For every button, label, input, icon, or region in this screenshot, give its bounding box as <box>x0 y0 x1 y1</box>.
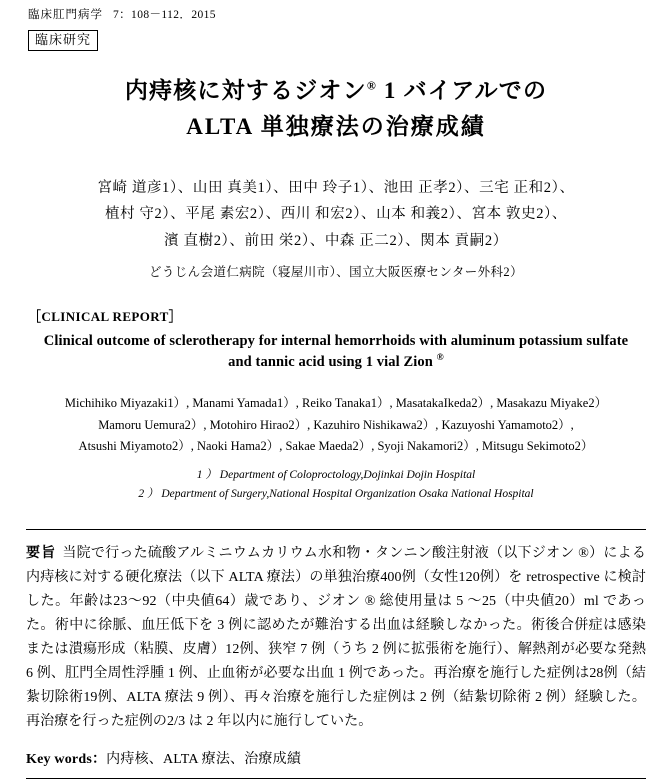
en-title-line2: and tannic acid using 1 vial Zion <box>228 354 437 371</box>
running-head <box>26 0 646 22</box>
english-affiliations <box>26 466 646 505</box>
en-affiliation-item: 2 ） Department of Surgery,National Hospital Organization Osaka National Hospital <box>138 488 534 501</box>
registered-mark: ® <box>436 353 444 364</box>
abstract-text: 当院で行った硫酸アルミニウムカリウム水和物・タンニン酸注射液（以下ジオン ®）による内痔核に対する硬化療法（以下 ALTA 療法）の単独治療400例（女性120例）を retrospective に検討した。年齢は23～92（中央値64）歳であり、ジオン ® 総使用量は 5 ～25（中央値20）ml であった。術中に徐脈、血圧低下を 3 例に認めたが難治する出血は経験しなかった。術後合併症は感染または潰瘍形成（粘膜、皮膚）12例、狭窄 7 例（うち 2 例に拡張術を施行）、解熱剤が必要な発熱 6 例、肛門全周性浮腫 1 例、止血術が必要な出血 1 例であった。再治療を施行した症例は28例（結紮切除術19例、ALTA 療法 9 例）、再々治療を施行した症例は 2 例（結紮切除術 2 例）経験した。再治療を行った症例の2/3 は 2 年以内に施行していた。 <box>26 545 647 730</box>
keywords-label: Key words： <box>26 752 107 768</box>
registered-mark: ® <box>366 78 377 93</box>
abstract-top-rule <box>26 529 646 530</box>
jp-title-line2: ALTA 単独療法の治療成績 <box>186 113 486 139</box>
keywords <box>26 748 646 768</box>
article-category-badge: 臨床研究 <box>28 30 98 51</box>
abstract-body <box>26 542 646 735</box>
japanese-title <box>26 73 646 144</box>
clinical-report-label: ［CLINICAL REPORT］ <box>28 309 183 325</box>
english-authors <box>26 393 646 458</box>
jp-author-line: 植村 守2）、平尾 素宏2）、西川 和宏2）、山本 和義2）、宮本 敦史2）、 <box>104 206 568 223</box>
keywords-value: 内痔核、ALTA 療法、治療成績 <box>106 752 302 768</box>
en-author-line: Michihiko Miyazaki1）, Manami Yamada1）, Reiko Tanaka1）, MasatakaIkeda2）, Masakazu Miyake2） <box>64 396 608 411</box>
jp-title-line1-b: 1 バイアルでの <box>376 78 548 104</box>
journal-citation: 7：108－112．2015 <box>113 9 216 21</box>
jp-author-line: 濱 直樹2）、前田 栄2）、中森 正二2）、関本 貢嗣2） <box>164 233 508 250</box>
en-author-line: Mamoru Uemura2）, Motohiro Hirao2）, Kazuhiro Nishikawa2）, Kazuyoshi Yamamoto2）, <box>98 417 574 432</box>
abstract-label: 要旨 <box>26 545 57 561</box>
en-title-line1: Clinical outcome of sclerotherapy for internal hemorrhoids with aluminum potassium sulfate <box>43 333 629 350</box>
journal-name: 臨床肛門病学 <box>28 9 103 21</box>
japanese-affiliation: どうじん会道仁病院（寝屋川市）、国立大阪医療センター外科2） <box>148 265 523 280</box>
en-author-line: Atsushi Miyamoto2）, Naoki Hama2）, Sakae Maeda2）, Syoji Nakamori2）, Mitsugu Sekimoto2） <box>78 439 594 454</box>
english-title <box>26 331 646 373</box>
japanese-authors <box>26 175 646 255</box>
jp-title-line1-a: 内痔核に対するジオン <box>124 78 367 104</box>
en-affiliation-item: 1 ） Department of Coloproctology,Dojinkai Dojin Hospital <box>196 468 476 481</box>
jp-author-line: 宮崎 道彦1）、山田 真美1）、田中 玲子1）、池田 正孝2）、三宅 正和2）、 <box>97 179 575 196</box>
